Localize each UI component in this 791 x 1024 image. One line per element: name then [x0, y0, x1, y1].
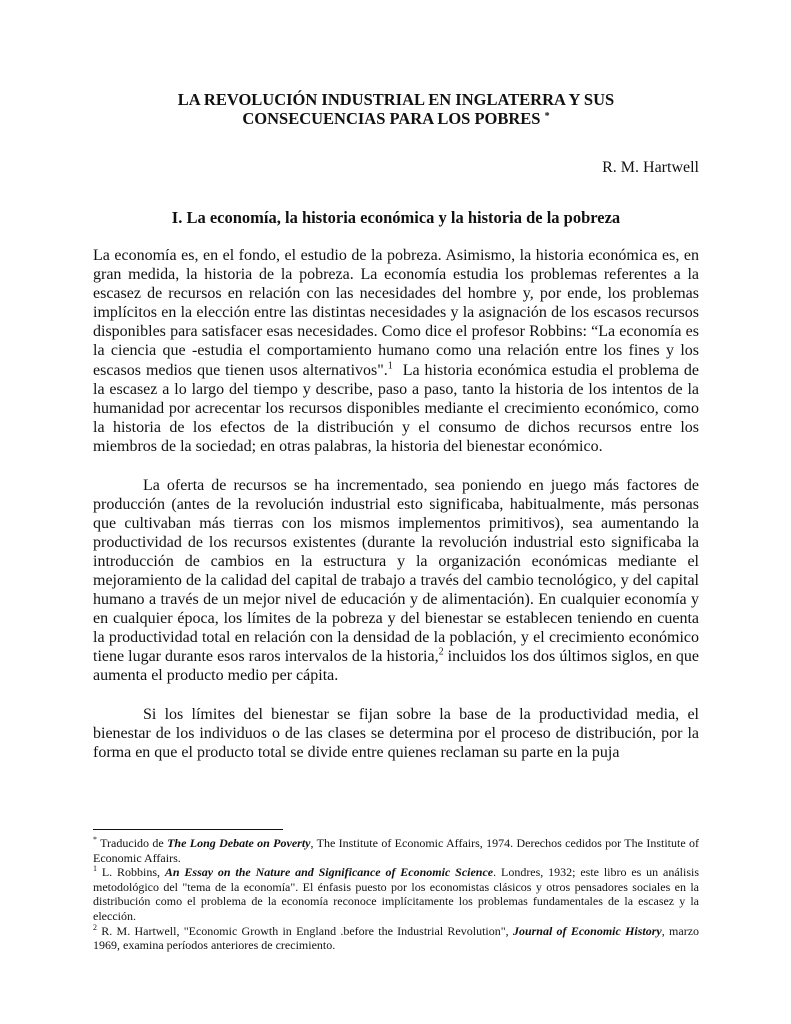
footnote-text: R. M. Hartwell, "Economic Growth in England .before the Industrial Revolution",: [97, 923, 513, 938]
footnote-title: The Long Debate on Poverty: [167, 836, 311, 850]
footnote-separator: [93, 829, 283, 830]
paragraph-2: [93, 476, 699, 686]
footnote-2: [93, 924, 699, 953]
footnote-title: Journal of Economic History: [512, 923, 662, 938]
title-footnote-marker[interactable]: *: [544, 111, 550, 122]
footnote-star: [93, 836, 699, 865]
paragraph-text: La economía es, en el fondo, el estudio de la pobreza. Asimismo, la historia económica es, en gran medida, la historia de la pobreza. La economía estudia los problemas referentes a la escasez de recursos en relación con las necesidades del hombre y, por ende, los problemas implícitos en la elección entre las distintas necesidades y la asignación de los escasos recursos disponibles para satisfacer esas necesidades. Como dice el profesor Robbins: “La economía es la ciencia que -estudia el comportamiento humano como una relación entre los fines y los escasos medios que tienen usos alternativos".: [93, 247, 699, 379]
document-title: [93, 90, 699, 128]
paragraph-1: [93, 246, 703, 456]
footnote-text: L. Robbins,: [97, 865, 165, 880]
paragraph-text: incluidos los dos últimos siglos, en que aumenta el producto medio per cápita.: [93, 648, 700, 685]
paragraph-3: [93, 705, 699, 762]
paragraph-text: La oferta de recursos se ha incrementado, sea poniendo en juego más factores de producción (antes de la revolución industrial esto significaba, habitualmente, más personas que cultivaban más tierras con los mismos implementos primitivos), sea aumentando la productividad de los recursos existentes (durante la revolución industrial esto significaba la introducción de cambios en la estructura y la organización económicas mediante el mejoramiento de la calidad del capital de trabajo a través del cambio tecnológico, y del capital humano a través de un mejor nivel de educación y de alimentación). En cualquier economía y en cualquier época, los límites de la pobreza y del bienestar se establecen teniendo en cuenta la productividad total en relación con la densidad de la población, y el crecimiento económico tiene lugar durante esos raros intervalos de la historia,: [93, 476, 699, 666]
footnote-marker: 1: [93, 864, 97, 874]
footnote-1: [93, 865, 699, 923]
paragraph-text: Si los límites del bienestar se fijan sobre la base de la productividad media, el bienestar de los individuos o de las clases se determina por el proceso de distribución, por la forma en que el producto total se divide entre quienes reclaman su parte en la puja: [93, 706, 699, 762]
footnote-ref-2[interactable]: 2: [438, 647, 444, 659]
paragraph-text: La historia económica estudia el problema de la escasez a lo largo del tiempo y describe, paso a paso, tanto la historia de los intentos de la humanidad por acrecentar los recursos disponibles mediante el crecimiento económico, como la historia de los efectos de la distribución y el consumo de dichos recursos entre los miembros de la sociedad; en otras palabras, la historia del bienestar económico.: [93, 361, 703, 455]
footnote-text: , marzo 1969, examina períodos anteriores de crecimiento.: [93, 923, 700, 953]
footnote-text: Traducido de: [97, 836, 168, 850]
footnote-title: An Essay on the Nature and Significance of Economic Science: [164, 865, 494, 880]
footnote-text: , The Institute of Economic Affairs, 1974. Derechos cedidos por The Institute of Economic Affairs.: [93, 836, 700, 865]
footnote-text: . Londres, 1932; este libro es un análisis metodológico del "tema de la economía". El énfasis puesto por los economistas clásicos y otros pensadores sociales en la distribución como el problema de la economía reconoce implícitamente los problemas fundamentales de la escasez y la elección.: [93, 865, 700, 923]
body-text: [93, 246, 703, 782]
title-line-2: CONSECUENCIAS PARA LOS POBRES: [242, 109, 541, 128]
title-line-1: LA REVOLUCIÓN INDUSTRIAL EN INGLATERRA Y SUS: [177, 90, 615, 109]
footnote-ref-1[interactable]: 1: [387, 360, 393, 372]
author-name: R. M. Hartwell: [602, 159, 699, 176]
footnotes: [93, 836, 699, 953]
section-heading: I. La economía, la historia económica y la historia de la pobreza: [171, 208, 621, 227]
footnote-marker: *: [93, 835, 97, 844]
footnote-marker: 2: [93, 922, 97, 932]
